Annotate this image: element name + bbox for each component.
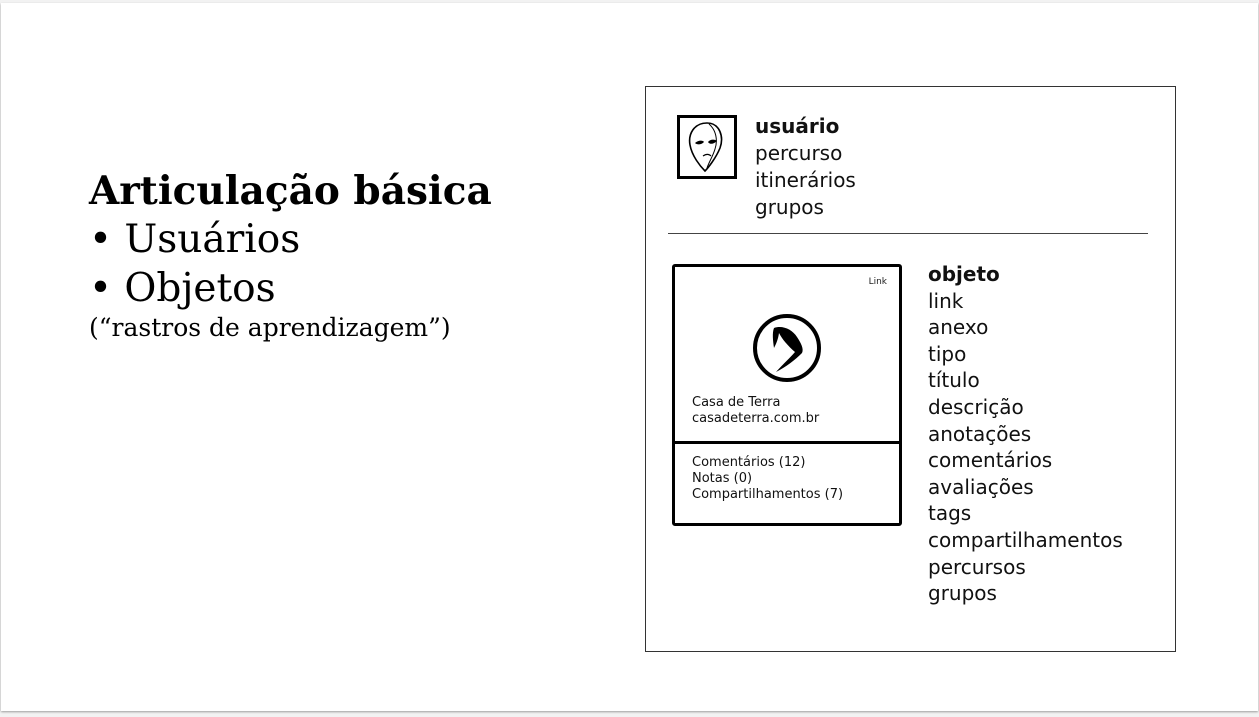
- object-field-item: grupos: [928, 581, 997, 606]
- object-type-tag: Link: [868, 277, 887, 287]
- slide-title: Articulação básica: [89, 168, 492, 214]
- user-field-item: grupos: [755, 195, 824, 219]
- object-name: Casa de Terra: [692, 395, 781, 410]
- object-field-item: percursos: [928, 554, 1026, 579]
- user-heading: usuário: [755, 114, 840, 138]
- object-field-item: anotações: [928, 421, 1032, 446]
- casa-de-terra-logo-icon: [752, 313, 822, 383]
- object-field-item: avaliações: [928, 474, 1034, 499]
- object-fields: [928, 261, 1123, 607]
- user-field-item: percurso: [755, 141, 843, 165]
- object-url: casadeterra.com.br: [692, 411, 820, 426]
- diagram-frame: [645, 86, 1176, 652]
- object-logo: [752, 313, 822, 383]
- object-card-preview: [675, 267, 899, 444]
- user-avatar: [677, 115, 737, 179]
- user-fields: [755, 113, 856, 221]
- user-field-item: itinerários: [755, 168, 856, 192]
- bullet-objetos: • Objetos: [89, 266, 276, 311]
- object-field-item: tags: [928, 501, 972, 526]
- alien-face-icon: [680, 118, 734, 176]
- object-field-item: anexo: [928, 315, 989, 340]
- object-field-item: comentários: [928, 448, 1053, 473]
- object-field-item: descrição: [928, 394, 1024, 419]
- section-divider: [668, 233, 1148, 234]
- notes-count: Notas (0): [692, 471, 753, 486]
- slide-note: (“rastros de aprendizagem”): [89, 313, 451, 342]
- object-card-stats: [692, 455, 843, 503]
- slide: [1, 3, 1258, 711]
- object-heading: objeto: [928, 262, 1000, 286]
- object-card-title: [692, 395, 819, 427]
- shares-count: Compartilhamentos (7): [692, 487, 844, 502]
- object-field-item: link: [928, 288, 964, 313]
- object-field-item: título: [928, 368, 980, 393]
- object-field-item: compartilhamentos: [928, 527, 1123, 552]
- bullet-usuarios: • Usuários: [89, 217, 301, 262]
- object-card[interactable]: [672, 264, 902, 526]
- object-field-item: tipo: [928, 341, 967, 366]
- slide-text: [89, 167, 492, 347]
- comments-count: Comentários (12): [692, 455, 806, 470]
